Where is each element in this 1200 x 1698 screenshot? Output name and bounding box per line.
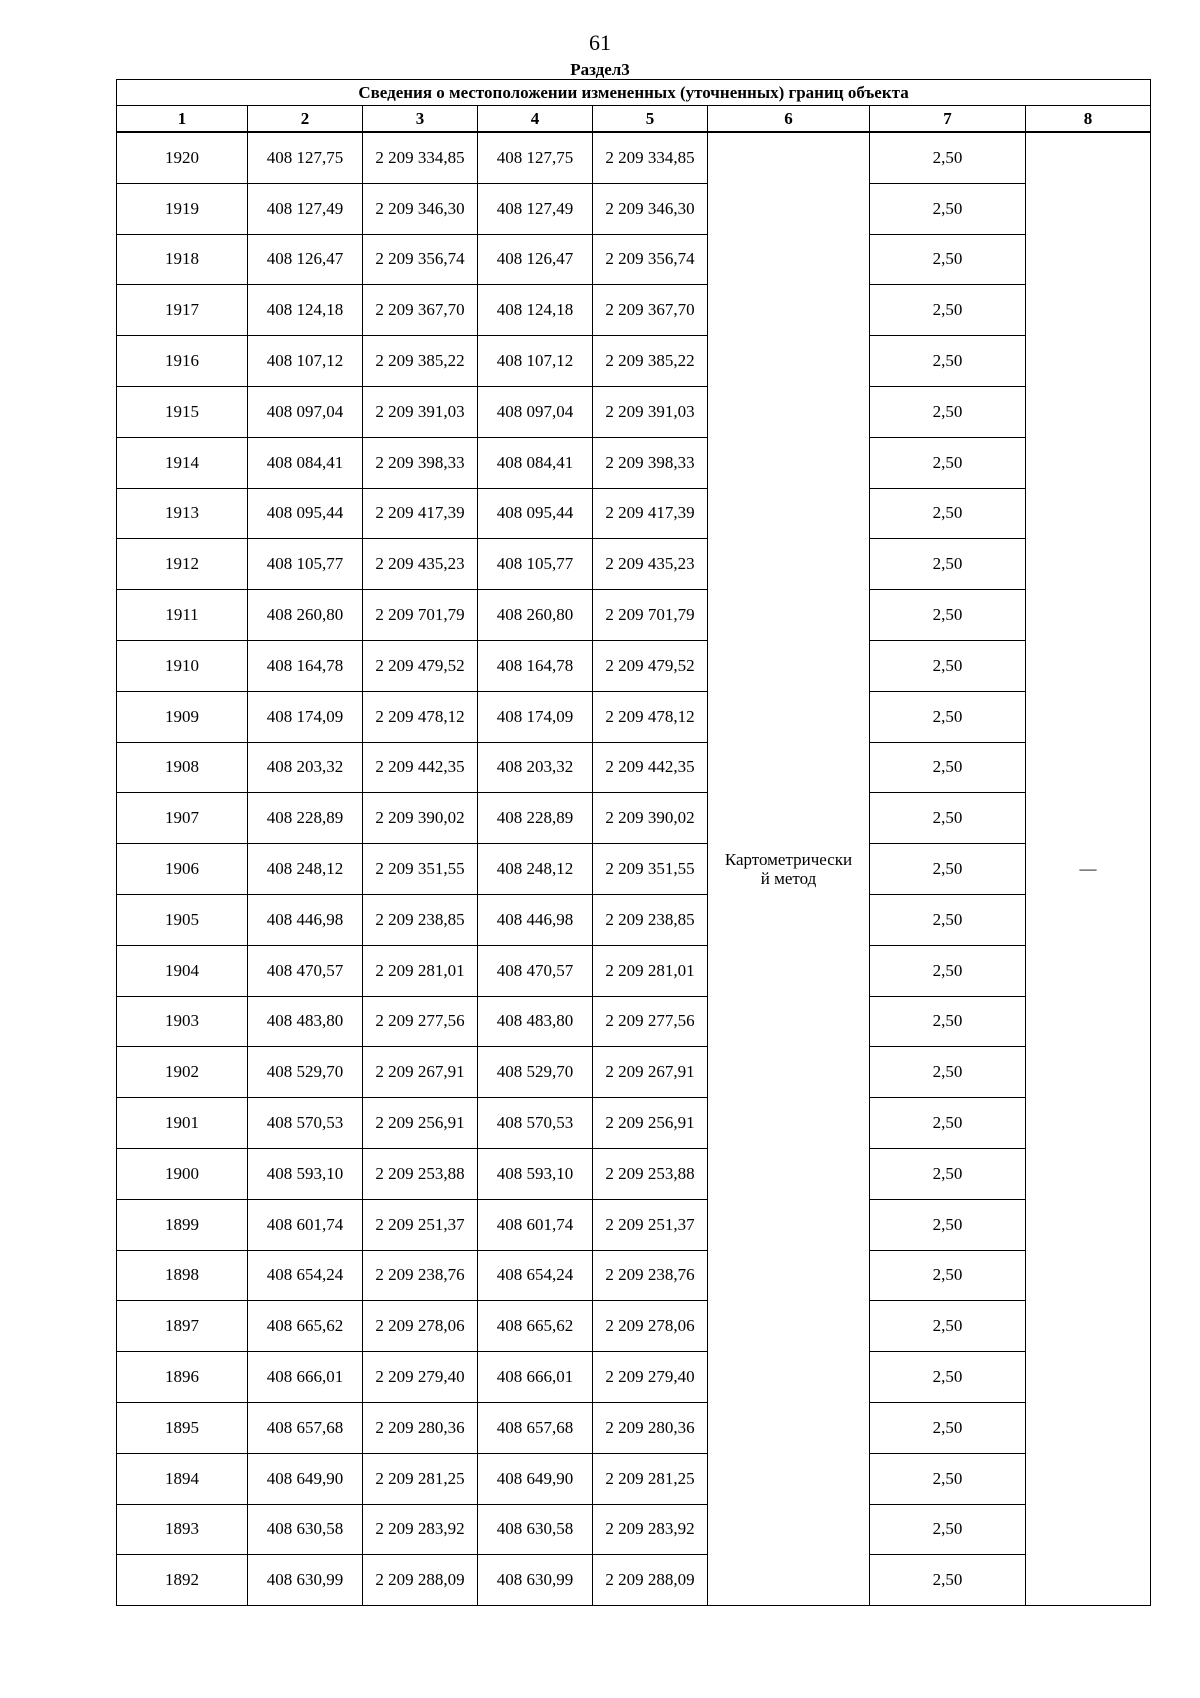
y-old-cell: 2 209 398,33: [363, 437, 478, 488]
y-new-cell: 2 209 435,23: [593, 539, 708, 590]
point-number-cell: 1914: [117, 437, 248, 488]
point-number-cell: 1892: [117, 1555, 248, 1606]
x-new-cell: 408 084,41: [478, 437, 593, 488]
x-old-cell: 408 630,99: [248, 1555, 363, 1606]
y-old-cell: 2 209 356,74: [363, 234, 478, 285]
x-new-cell: 408 665,62: [478, 1301, 593, 1352]
y-old-cell: 2 209 391,03: [363, 386, 478, 437]
y-old-cell: 2 209 281,01: [363, 945, 478, 996]
description-cell: —: [1026, 132, 1151, 1606]
x-old-cell: 408 127,49: [248, 183, 363, 234]
y-new-cell: 2 209 478,12: [593, 691, 708, 742]
accuracy-cell: 2,50: [870, 437, 1026, 488]
y-new-cell: 2 209 253,88: [593, 1148, 708, 1199]
point-number-cell: 1916: [117, 336, 248, 387]
accuracy-cell: 2,50: [870, 1555, 1026, 1606]
accuracy-cell: 2,50: [870, 844, 1026, 895]
y-old-cell: 2 209 351,55: [363, 844, 478, 895]
x-new-cell: 408 657,68: [478, 1402, 593, 1453]
x-new-cell: 408 228,89: [478, 793, 593, 844]
table-row: [117, 183, 1151, 234]
table-row: [117, 1250, 1151, 1301]
accuracy-cell: 2,50: [870, 1352, 1026, 1403]
method-line: Картометрически: [724, 850, 853, 870]
y-old-cell: 2 209 256,91: [363, 1098, 478, 1149]
table-row: [117, 539, 1151, 590]
x-old-cell: 408 097,04: [248, 386, 363, 437]
y-new-cell: 2 209 442,35: [593, 742, 708, 793]
y-new-cell: 2 209 334,85: [593, 132, 708, 183]
y-old-cell: 2 209 267,91: [363, 1047, 478, 1098]
accuracy-cell: 2,50: [870, 590, 1026, 641]
x-old-cell: 408 483,80: [248, 996, 363, 1047]
point-number-cell: 1894: [117, 1453, 248, 1504]
table-row: [117, 844, 1151, 895]
x-new-cell: 408 649,90: [478, 1453, 593, 1504]
y-new-cell: 2 209 281,01: [593, 945, 708, 996]
accuracy-cell: 2,50: [870, 1199, 1026, 1250]
table-row: [117, 945, 1151, 996]
y-old-cell: 2 209 281,25: [363, 1453, 478, 1504]
accuracy-cell: 2,50: [870, 1250, 1026, 1301]
x-old-cell: 408 174,09: [248, 691, 363, 742]
y-new-cell: 2 209 385,22: [593, 336, 708, 387]
point-number-cell: 1897: [117, 1301, 248, 1352]
x-new-cell: 408 164,78: [478, 640, 593, 691]
x-old-cell: 408 105,77: [248, 539, 363, 590]
point-number-cell: 1904: [117, 945, 248, 996]
table-row: [117, 1301, 1151, 1352]
x-old-cell: 408 649,90: [248, 1453, 363, 1504]
accuracy-cell: 2,50: [870, 945, 1026, 996]
x-new-cell: 408 203,32: [478, 742, 593, 793]
point-number-cell: 1900: [117, 1148, 248, 1199]
table-row: [117, 386, 1151, 437]
point-number-cell: 1918: [117, 234, 248, 285]
y-new-cell: 2 209 346,30: [593, 183, 708, 234]
section-title: Раздел3: [570, 60, 630, 79]
point-number-cell: 1898: [117, 1250, 248, 1301]
accuracy-cell: 2,50: [870, 1453, 1026, 1504]
y-old-cell: 2 209 253,88: [363, 1148, 478, 1199]
y-old-cell: 2 209 478,12: [363, 691, 478, 742]
x-old-cell: 408 095,44: [248, 488, 363, 539]
x-new-cell: 408 127,49: [478, 183, 593, 234]
table-caption-row: [117, 80, 1151, 106]
accuracy-cell: 2,50: [870, 132, 1026, 183]
y-new-cell: 2 209 390,02: [593, 793, 708, 844]
y-old-cell: 2 209 280,36: [363, 1402, 478, 1453]
x-old-cell: 408 470,57: [248, 945, 363, 996]
point-number-cell: 1905: [117, 894, 248, 945]
point-number-cell: 1902: [117, 1047, 248, 1098]
y-new-cell: 2 209 279,40: [593, 1352, 708, 1403]
table-row: [117, 437, 1151, 488]
point-number-cell: 1899: [117, 1199, 248, 1250]
column-number: 4: [478, 106, 593, 133]
x-old-cell: 408 666,01: [248, 1352, 363, 1403]
accuracy-cell: 2,50: [870, 183, 1026, 234]
x-old-cell: 408 203,32: [248, 742, 363, 793]
point-number-cell: 1912: [117, 539, 248, 590]
accuracy-cell: 2,50: [870, 285, 1026, 336]
column-number: 5: [593, 106, 708, 133]
column-number-row: [117, 106, 1151, 133]
accuracy-cell: 2,50: [870, 1098, 1026, 1149]
y-new-cell: 2 209 267,91: [593, 1047, 708, 1098]
point-number-cell: 1901: [117, 1098, 248, 1149]
column-number: 8: [1026, 106, 1151, 133]
y-old-cell: 2 209 417,39: [363, 488, 478, 539]
x-new-cell: 408 127,75: [478, 132, 593, 183]
table-row: [117, 285, 1151, 336]
y-new-cell: 2 209 238,85: [593, 894, 708, 945]
table-row: [117, 1148, 1151, 1199]
y-old-cell: 2 209 288,09: [363, 1555, 478, 1606]
y-old-cell: 2 209 442,35: [363, 742, 478, 793]
x-old-cell: 408 124,18: [248, 285, 363, 336]
x-new-cell: 408 097,04: [478, 386, 593, 437]
table-body: [117, 132, 1151, 1606]
y-old-cell: 2 209 701,79: [363, 590, 478, 641]
table-row: [117, 894, 1151, 945]
x-old-cell: 408 084,41: [248, 437, 363, 488]
accuracy-cell: 2,50: [870, 1047, 1026, 1098]
accuracy-cell: 2,50: [870, 742, 1026, 793]
x-new-cell: 408 529,70: [478, 1047, 593, 1098]
y-new-cell: 2 209 251,37: [593, 1199, 708, 1250]
x-old-cell: 408 593,10: [248, 1148, 363, 1199]
x-new-cell: 408 446,98: [478, 894, 593, 945]
accuracy-cell: 2,50: [870, 1148, 1026, 1199]
table-row: [117, 590, 1151, 641]
x-new-cell: 408 601,74: [478, 1199, 593, 1250]
point-number-cell: 1896: [117, 1352, 248, 1403]
accuracy-cell: 2,50: [870, 1402, 1026, 1453]
point-number-cell: 1915: [117, 386, 248, 437]
table-row: [117, 996, 1151, 1047]
x-old-cell: 408 260,80: [248, 590, 363, 641]
point-number-cell: 1911: [117, 590, 248, 641]
coordinates-table: [116, 79, 1151, 1606]
y-new-cell: 2 209 356,74: [593, 234, 708, 285]
y-new-cell: 2 209 283,92: [593, 1504, 708, 1555]
table-row: [117, 1402, 1151, 1453]
x-new-cell: 408 630,99: [478, 1555, 593, 1606]
point-number-cell: 1903: [117, 996, 248, 1047]
accuracy-cell: 2,50: [870, 234, 1026, 285]
column-number: 2: [248, 106, 363, 133]
page-number: 61: [589, 30, 611, 55]
y-old-cell: 2 209 238,76: [363, 1250, 478, 1301]
x-old-cell: 408 529,70: [248, 1047, 363, 1098]
x-old-cell: 408 665,62: [248, 1301, 363, 1352]
column-number: 3: [363, 106, 478, 133]
x-new-cell: 408 124,18: [478, 285, 593, 336]
table-row: [117, 742, 1151, 793]
x-new-cell: 408 107,12: [478, 336, 593, 387]
point-number-cell: 1909: [117, 691, 248, 742]
x-new-cell: 408 654,24: [478, 1250, 593, 1301]
table-row: [117, 488, 1151, 539]
y-old-cell: 2 209 251,37: [363, 1199, 478, 1250]
point-number-cell: 1917: [117, 285, 248, 336]
y-new-cell: 2 209 417,39: [593, 488, 708, 539]
y-new-cell: 2 209 278,06: [593, 1301, 708, 1352]
y-new-cell: 2 209 281,25: [593, 1453, 708, 1504]
y-old-cell: 2 209 277,56: [363, 996, 478, 1047]
x-new-cell: 408 630,58: [478, 1504, 593, 1555]
point-number-cell: 1920: [117, 132, 248, 183]
table-row: [117, 691, 1151, 742]
method-cell: [708, 132, 870, 1606]
x-old-cell: 408 164,78: [248, 640, 363, 691]
x-new-cell: 408 248,12: [478, 844, 593, 895]
x-new-cell: 408 174,09: [478, 691, 593, 742]
x-old-cell: 408 601,74: [248, 1199, 363, 1250]
x-old-cell: 408 654,24: [248, 1250, 363, 1301]
accuracy-cell: 2,50: [870, 539, 1026, 590]
x-new-cell: 408 483,80: [478, 996, 593, 1047]
y-new-cell: 2 209 256,91: [593, 1098, 708, 1149]
x-old-cell: 408 248,12: [248, 844, 363, 895]
accuracy-cell: 2,50: [870, 640, 1026, 691]
table-row: [117, 640, 1151, 691]
x-old-cell: 408 228,89: [248, 793, 363, 844]
accuracy-cell: 2,50: [870, 793, 1026, 844]
accuracy-cell: 2,50: [870, 488, 1026, 539]
table-row: [117, 1453, 1151, 1504]
x-new-cell: 408 470,57: [478, 945, 593, 996]
accuracy-cell: 2,50: [870, 1504, 1026, 1555]
x-new-cell: 408 593,10: [478, 1148, 593, 1199]
y-new-cell: 2 209 398,33: [593, 437, 708, 488]
method-line: й метод: [760, 869, 817, 889]
point-number-cell: 1913: [117, 488, 248, 539]
y-old-cell: 2 209 435,23: [363, 539, 478, 590]
y-old-cell: 2 209 390,02: [363, 793, 478, 844]
x-old-cell: 408 126,47: [248, 234, 363, 285]
x-new-cell: 408 260,80: [478, 590, 593, 641]
accuracy-cell: 2,50: [870, 386, 1026, 437]
x-old-cell: 408 630,58: [248, 1504, 363, 1555]
x-old-cell: 408 657,68: [248, 1402, 363, 1453]
y-old-cell: 2 209 385,22: [363, 336, 478, 387]
y-old-cell: 2 209 479,52: [363, 640, 478, 691]
table-caption: Сведения о местоположении измененных (уточненных) границ объекта: [117, 80, 1151, 106]
y-new-cell: 2 209 391,03: [593, 386, 708, 437]
x-old-cell: 408 127,75: [248, 132, 363, 183]
y-new-cell: 2 209 367,70: [593, 285, 708, 336]
table-row: [117, 1047, 1151, 1098]
y-new-cell: 2 209 351,55: [593, 844, 708, 895]
table-row: [117, 1352, 1151, 1403]
y-new-cell: 2 209 238,76: [593, 1250, 708, 1301]
table-row: [117, 1199, 1151, 1250]
y-old-cell: 2 209 238,85: [363, 894, 478, 945]
y-new-cell: 2 209 701,79: [593, 590, 708, 641]
table-row: [117, 336, 1151, 387]
point-number-cell: 1919: [117, 183, 248, 234]
x-old-cell: 408 570,53: [248, 1098, 363, 1149]
accuracy-cell: 2,50: [870, 336, 1026, 387]
x-new-cell: 408 105,77: [478, 539, 593, 590]
table-row: [117, 1098, 1151, 1149]
point-number-cell: 1908: [117, 742, 248, 793]
accuracy-cell: 2,50: [870, 996, 1026, 1047]
y-new-cell: 2 209 277,56: [593, 996, 708, 1047]
y-old-cell: 2 209 346,30: [363, 183, 478, 234]
point-number-cell: 1906: [117, 844, 248, 895]
y-new-cell: 2 209 288,09: [593, 1555, 708, 1606]
x-new-cell: 408 570,53: [478, 1098, 593, 1149]
accuracy-cell: 2,50: [870, 1301, 1026, 1352]
table-row: [117, 793, 1151, 844]
x-new-cell: 408 126,47: [478, 234, 593, 285]
table-row: [117, 234, 1151, 285]
point-number-cell: 1907: [117, 793, 248, 844]
accuracy-cell: 2,50: [870, 691, 1026, 742]
column-number: 6: [708, 106, 870, 133]
column-number: 7: [870, 106, 1026, 133]
table-row: [117, 132, 1151, 183]
accuracy-cell: 2,50: [870, 894, 1026, 945]
point-number-cell: 1895: [117, 1402, 248, 1453]
y-old-cell: 2 209 367,70: [363, 285, 478, 336]
column-number: 1: [117, 106, 248, 133]
x-old-cell: 408 107,12: [248, 336, 363, 387]
point-number-cell: 1910: [117, 640, 248, 691]
x-old-cell: 408 446,98: [248, 894, 363, 945]
x-new-cell: 408 666,01: [478, 1352, 593, 1403]
y-new-cell: 2 209 280,36: [593, 1402, 708, 1453]
table-row: [117, 1555, 1151, 1606]
table-row: [117, 1504, 1151, 1555]
y-new-cell: 2 209 479,52: [593, 640, 708, 691]
x-new-cell: 408 095,44: [478, 488, 593, 539]
y-old-cell: 2 209 283,92: [363, 1504, 478, 1555]
point-number-cell: 1893: [117, 1504, 248, 1555]
y-old-cell: 2 209 334,85: [363, 132, 478, 183]
y-old-cell: 2 209 279,40: [363, 1352, 478, 1403]
y-old-cell: 2 209 278,06: [363, 1301, 478, 1352]
